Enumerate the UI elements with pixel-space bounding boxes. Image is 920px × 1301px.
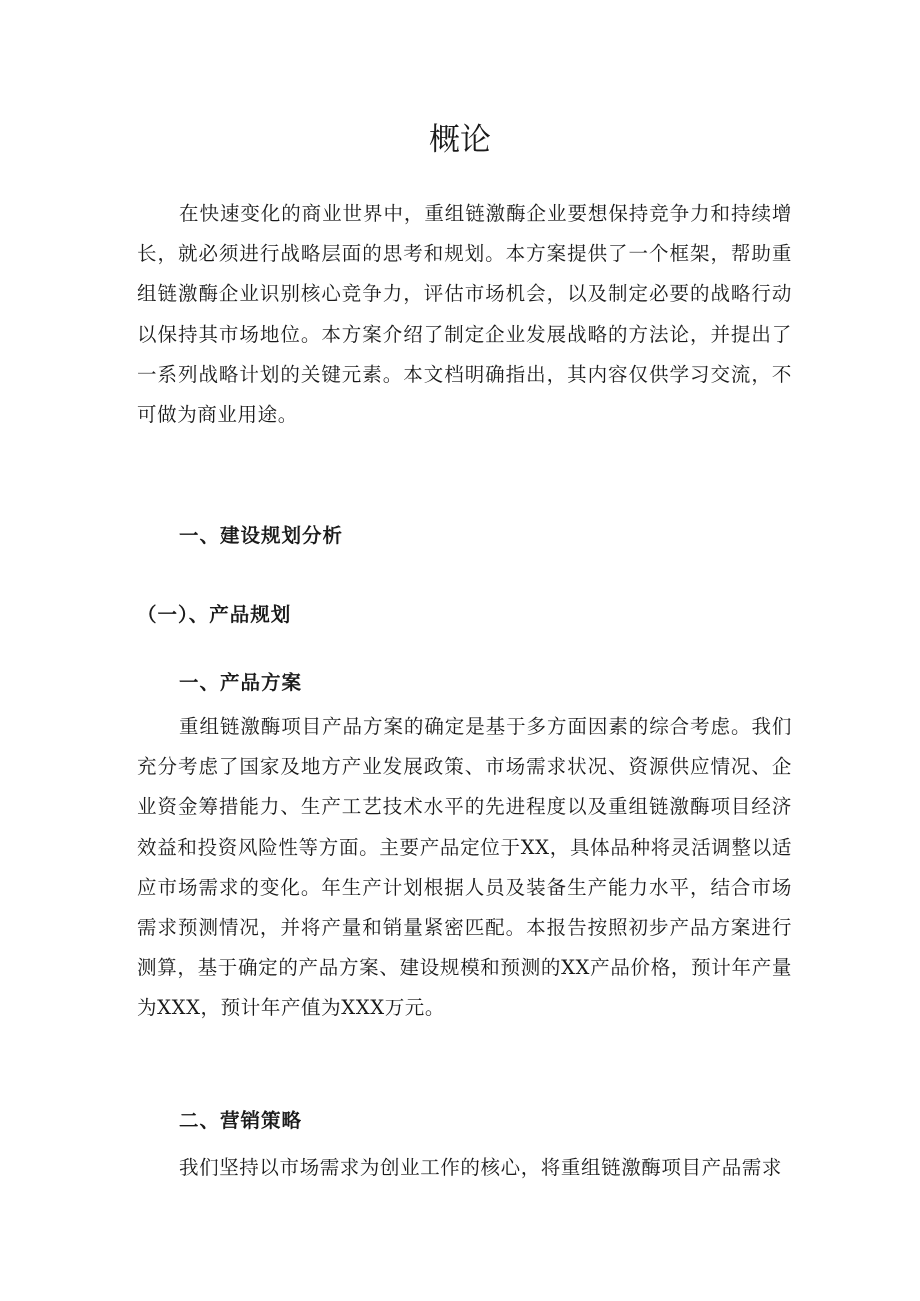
marketing-paragraph: 我们坚持以市场需求为创业工作的核心，将重组链激酶项目产品需求 [179,1156,783,1179]
intro-paragraph: 在快速变化的商业世界中，重组链激酶企业要想保持竞争力和持续增长，就必须进行战略层面的思考和规划。本方案提供了一个框架，帮助重组链激酶企业识别核心竞争力，评估市场机会，以及制定必要的战略行动以保持其市场地位。本方案介绍了制定企业发展战略的方法论，并提出了一系列战略计划的关键元素。本文档明确指出，其内容仅供学习交流，不可做为商业用途。 [137,202,792,427]
page-title: 概论 [429,122,491,158]
item-heading-product-plan: 一、产品方案 [179,671,303,694]
product-plan-paragraph: 重组链激酶项目产品方案的确定是基于多方面因素的综合考虑。我们充分考虑了国家及地方产业发展政策、市场需求状况、资源供应情况、企业资金筹措能力、生产工艺技术水平的先进程度以及重组链激酶项目经济效益和投资风险性等方面。主要产品定位于XX，具体品种将灵活调整以适应市场需求的变化。年生产计划根据人员及装备生产能力水平，结合市场需求预测情况，并将产量和销量紧密匹配。本报告按照初步产品方案进行测算，基于确定的产品方案、建设规模和预测的XX产品价格，预计年产量为XXX，预计年产值为XXX万元。 [137,715,792,1020]
section-heading: 一、建设规划分析 [179,524,344,547]
subsection-heading: （一）、产品规划 [137,603,292,626]
item-heading-marketing: 二、营销策略 [179,1109,303,1132]
